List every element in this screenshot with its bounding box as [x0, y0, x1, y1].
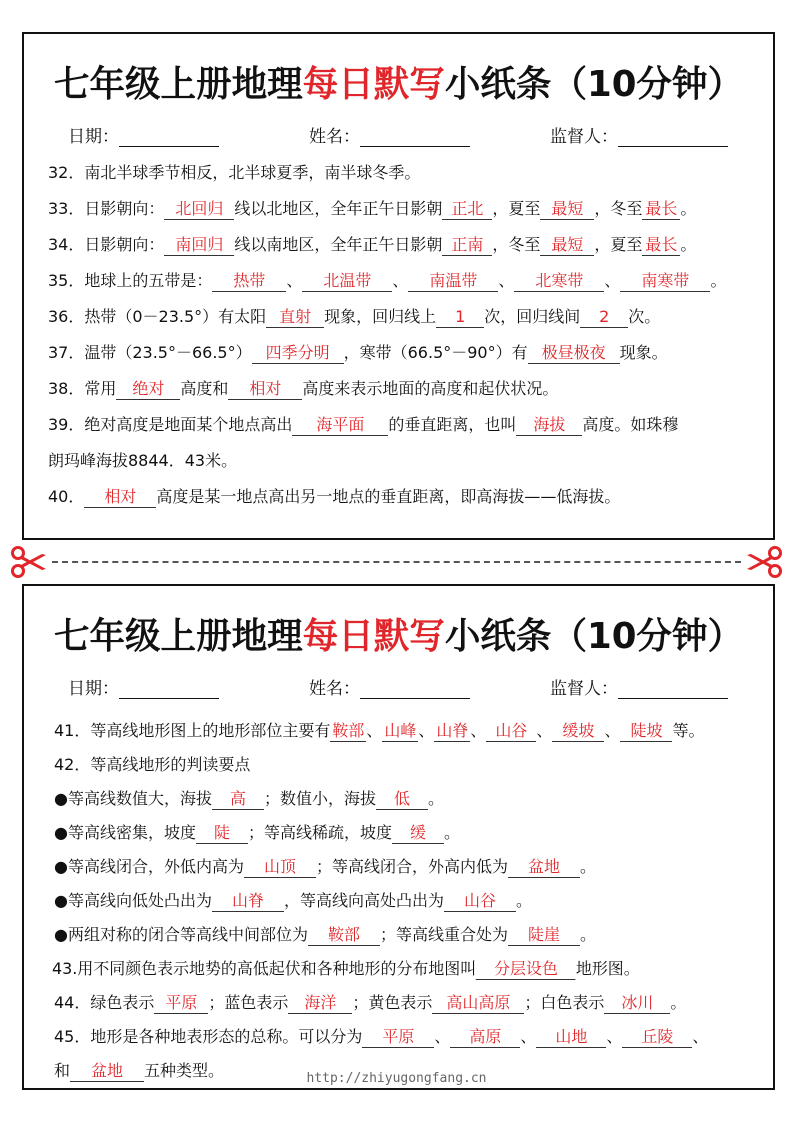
q43-text: 地形图。: [575, 959, 640, 978]
answer-blank: 1: [436, 307, 484, 328]
answer-blank: 陡: [196, 823, 248, 844]
bullet-text: ，等高线向高处凸出为: [283, 891, 444, 910]
q33-text: 。: [680, 199, 697, 218]
question-32: [48, 162, 759, 184]
q34-text: 。: [680, 235, 697, 254]
separator: 、: [536, 721, 553, 740]
answer-blank: 高原: [450, 1027, 520, 1048]
q32-text: 32．南北半球季节相反，北半球夏季，南半球冬季。: [48, 163, 421, 182]
separator: 、: [498, 271, 515, 290]
question-39: [48, 414, 759, 436]
separator: 、: [434, 1027, 451, 1046]
date-field[interactable]: [68, 674, 219, 699]
answer-blank: 低: [376, 789, 428, 810]
question-42: [54, 754, 759, 776]
q38-text: 高度来表示地面的高度和起伏状况。: [302, 379, 559, 398]
answer-blank: 陡崖: [508, 925, 580, 946]
bullet-text: ●等高线闭合，外低内高为: [54, 857, 244, 876]
q37-text: 37．温带（23.5°－66.5°）: [48, 343, 252, 362]
q37-text: ，寒带（66.5°－90°）有: [343, 343, 528, 362]
question-38: [48, 378, 759, 400]
answer-blank: 最长: [642, 199, 680, 220]
q44-text: 44．绿色表示: [54, 993, 155, 1012]
q34-text: ，冬至: [492, 235, 541, 254]
dictation-card-1: [22, 32, 775, 540]
answer-blank: 盆地: [508, 857, 580, 878]
name-label: 姓名：: [309, 127, 360, 147]
name-label: 姓名：: [309, 679, 360, 699]
question-34: [48, 234, 759, 256]
q44-text: ；黄色表示: [352, 993, 433, 1012]
supervisor-blank[interactable]: [618, 128, 728, 147]
answer-blank: 最长: [642, 235, 680, 256]
separator: 、: [392, 271, 409, 290]
bullet-5: [54, 924, 759, 946]
answer-blank: 冰川: [604, 993, 670, 1014]
answer-blank: 缓: [392, 823, 444, 844]
bullet-2: [54, 822, 759, 844]
q44-text: ；蓝色表示: [208, 993, 289, 1012]
q40-text: 40．: [48, 487, 85, 506]
q33-text: 线以北地区，全年正午日影朝: [234, 199, 443, 218]
supervisor-label: 监督人：: [550, 127, 618, 147]
answer-blank: 海平面: [292, 415, 388, 436]
question-36: [48, 306, 759, 328]
supervisor-blank[interactable]: [618, 680, 728, 699]
answer-blank: 盆地: [70, 1061, 144, 1082]
date-blank[interactable]: [119, 680, 219, 699]
q41-text: 等。: [672, 721, 705, 740]
answer-blank: 海洋: [288, 993, 352, 1014]
answer-blank: 平原: [362, 1027, 434, 1048]
answer-blank: 高山高原: [432, 993, 524, 1014]
answer-blank: 四季分明: [252, 343, 344, 364]
bullet-text: ●等高线向低处凸出为: [54, 891, 212, 910]
q39-text: 的垂直距离，也叫: [388, 415, 517, 434]
answer-blank: 鞍部: [308, 925, 380, 946]
answer-blank: 直射: [266, 307, 324, 328]
separator: 、: [366, 721, 383, 740]
separator: 、: [470, 721, 487, 740]
q36-text: 36．热带（0－23.5°）有太阳: [48, 307, 267, 326]
answer-blank: 山顶: [244, 857, 316, 878]
answer-blank: 高: [212, 789, 264, 810]
answer-blank: 北寒带: [514, 271, 604, 292]
title-part-1: 七年级上册地理: [53, 64, 303, 105]
date-field[interactable]: [68, 122, 219, 147]
question-35: [48, 270, 759, 292]
bullet-text: 。: [515, 891, 532, 910]
q33-text: ，冬至: [594, 199, 643, 218]
q45-text: 五种类型。: [144, 1061, 225, 1080]
scissors-icon: [10, 546, 48, 578]
supervisor-field[interactable]: [550, 674, 728, 699]
q33-text: ，夏至: [492, 199, 541, 218]
q42-text: 42．等高线地形的判读要点: [54, 755, 251, 774]
q39-text: 39．绝对高度是地面某个地点高出: [48, 415, 293, 434]
q45-text: 45．地形是各种地表形态的总称。可以分为: [54, 1027, 363, 1046]
bullet-text: 。: [427, 789, 444, 808]
question-33: [48, 198, 759, 220]
scissors-icon: [745, 546, 783, 578]
title-part-3: 小纸条（10分钟）: [444, 616, 744, 657]
bullet-text: 。: [579, 857, 596, 876]
answer-blank: 鞍部: [332, 721, 365, 740]
title-highlight: 每日默写: [302, 616, 445, 657]
name-blank[interactable]: [360, 680, 470, 699]
card-title: [29, 608, 768, 659]
answer-blank: 最短: [540, 235, 594, 256]
question-37: [48, 342, 759, 364]
bullet-text: ；等高线重合处为: [379, 925, 508, 944]
bullet-1: [54, 788, 759, 810]
title-part-3: 小纸条（10分钟）: [444, 64, 744, 105]
q40-text: 高度是某一地点高出另一地点的垂直距离，即高海拔——低海拔。: [156, 487, 621, 506]
supervisor-label: 监督人：: [550, 679, 618, 699]
question-40: [48, 486, 759, 508]
question-39-continued: [48, 450, 759, 472]
answer-blank: 山脊: [436, 721, 469, 740]
answer-blank: 相对: [228, 379, 302, 400]
q34-text: ，夏至: [594, 235, 643, 254]
bullet-text: ；等高线闭合，外高内低为: [315, 857, 508, 876]
title-highlight: 每日默写: [302, 64, 445, 105]
answer-blank: 丘陵: [622, 1027, 692, 1048]
name-field[interactable]: [309, 674, 470, 699]
bullet-text: 。: [443, 823, 460, 842]
q35-text: 。: [710, 271, 727, 290]
separator: 、: [606, 1027, 623, 1046]
answer-blank: 陡坡: [620, 721, 672, 742]
separator: 、: [520, 1027, 537, 1046]
answer-blank: 分层设色: [476, 959, 576, 980]
answer-blank: 2: [580, 307, 628, 328]
q36-text: 次，回归线间: [484, 307, 581, 326]
answer-blank: 南寒带: [620, 271, 710, 292]
cut-line: [0, 553, 793, 571]
answer-blank: 山谷: [486, 721, 536, 742]
question-44: [54, 992, 759, 1014]
answer-blank: 平原: [154, 993, 208, 1014]
q45-text: 和: [54, 1061, 71, 1080]
q34-text: 34．日影朝向：: [48, 235, 165, 254]
bullet-text: ●两组对称的闭合等高线中间部位为: [54, 925, 308, 944]
question-43: [52, 958, 757, 980]
name-field[interactable]: [309, 122, 470, 147]
separator: 、: [418, 721, 435, 740]
q34-text: 线以南地区，全年正午日影朝: [234, 235, 443, 254]
q36-text: 现象，回归线上: [324, 307, 437, 326]
answer-blank: 最短: [540, 199, 594, 220]
bullet-text: ●等高线密集，坡度: [54, 823, 196, 842]
bullet-3: [54, 856, 759, 878]
q35-text: 35．地球上的五带是：: [48, 271, 213, 290]
footer-url: http://zhiyugongfang.cn: [306, 1071, 487, 1086]
card-title: [29, 56, 768, 107]
q36-text: 次。: [628, 307, 661, 326]
dictation-card-2: [22, 584, 775, 1090]
q44-text: 。: [670, 993, 687, 1012]
answer-blank: 南温带: [408, 271, 498, 292]
date-label: 日期：: [68, 127, 119, 147]
answer-blank: 热带: [212, 271, 286, 292]
q38-text: 高度和: [180, 379, 229, 398]
bullet-text: ；等高线稀疏，坡度: [247, 823, 392, 842]
q39-text: 高度。如珠穆: [582, 415, 679, 434]
separator: 、: [604, 271, 621, 290]
q41-text: 41．等高线地形图上的地形部位主要有: [54, 721, 331, 740]
answer-blank: 山脊: [212, 891, 284, 912]
title-part-1: 七年级上册地理: [53, 616, 303, 657]
question-45: [54, 1026, 759, 1048]
q37-text: 现象。: [619, 343, 668, 362]
bullet-text: 。: [579, 925, 596, 944]
dashed-divider: [52, 561, 741, 563]
answer-blank: 南回归: [164, 235, 234, 256]
q43-text: 43.用不同颜色表示地势的高低起伏和各种地形的分布地图叫: [52, 959, 477, 978]
answer-blank: 正南: [442, 235, 492, 256]
separator: 、: [286, 271, 303, 290]
answer-blank: 海拔: [516, 415, 582, 436]
supervisor-field[interactable]: [550, 122, 728, 147]
q39-text: 朗玛峰海拔8844．43米。: [48, 451, 238, 470]
answer-blank: 极昼极夜: [528, 343, 620, 364]
answer-blank: 山峰: [384, 721, 417, 740]
name-blank[interactable]: [360, 128, 470, 147]
bullet-4: [54, 890, 759, 912]
answer-blank: 北回归: [164, 199, 234, 220]
answer-blank: 北温带: [302, 271, 392, 292]
answer-blank: 相对: [84, 487, 156, 508]
q38-text: 38．常用: [48, 379, 117, 398]
q33-text: 33．日影朝向：: [48, 199, 165, 218]
date-blank[interactable]: [119, 128, 219, 147]
question-41: [54, 720, 759, 742]
answer-blank: 绝对: [116, 379, 180, 400]
date-label: 日期：: [68, 679, 119, 699]
separator: 、: [692, 1027, 709, 1046]
bullet-text: ；数值小，海拔: [263, 789, 376, 808]
q44-text: ；白色表示: [524, 993, 605, 1012]
answer-blank: 山地: [536, 1027, 606, 1048]
answer-blank: 山谷: [444, 891, 516, 912]
separator: 、: [604, 721, 621, 740]
bullet-text: ●等高线数值大，海拔: [54, 789, 212, 808]
answer-blank: 正北: [442, 199, 492, 220]
answer-blank: 缓坡: [552, 721, 604, 742]
